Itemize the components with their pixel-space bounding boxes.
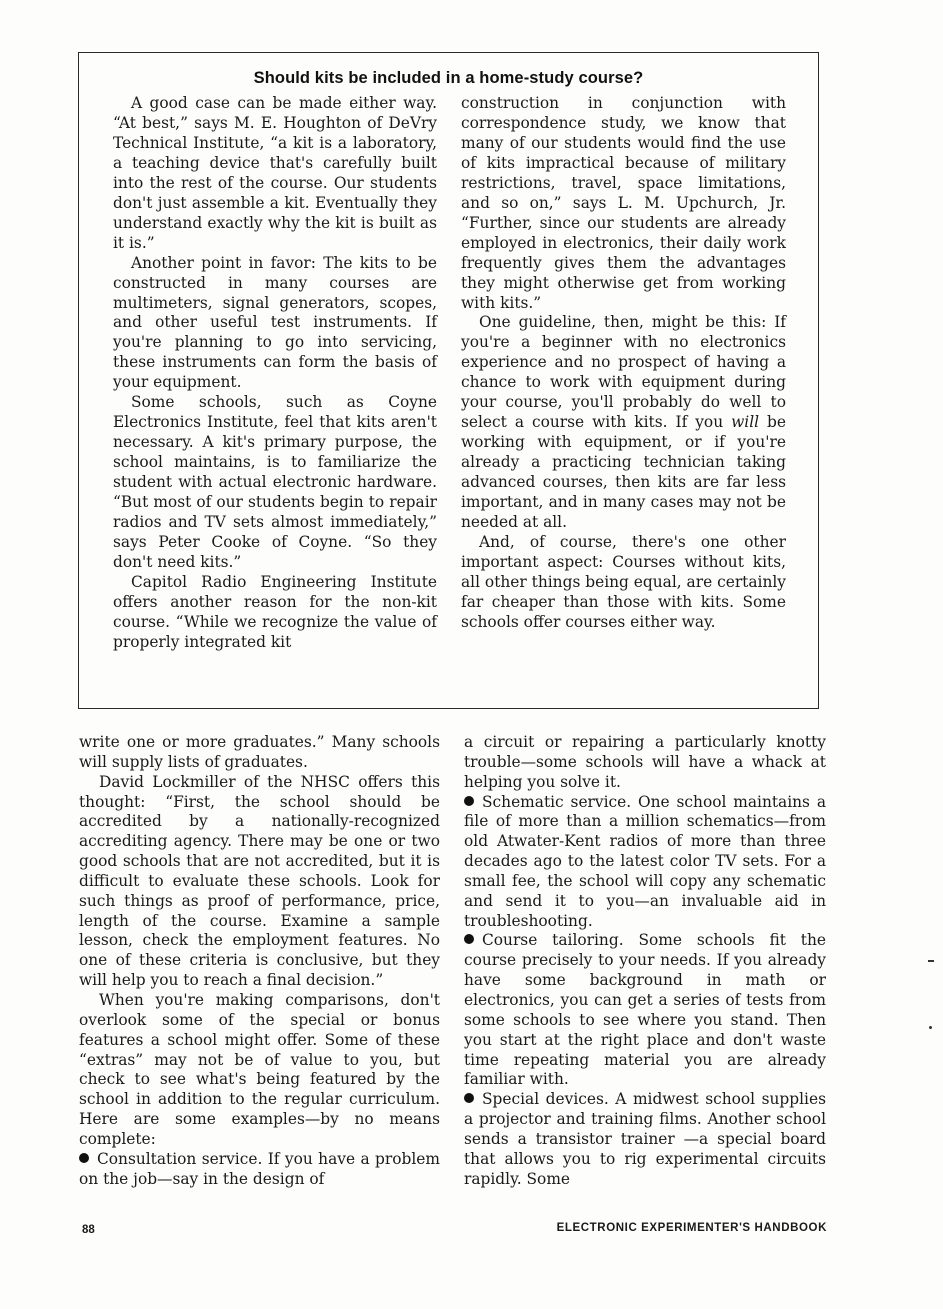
emphasis-text: will — [731, 413, 760, 432]
sidebar-paragraph-continued: construction in conjunction with correspondence study, we know that many of our students would find the use of kits impractical because of military restrictions, travel, space limitations, and so on,” says L. M. Upchurch, Jr. “Further, since our students are already employed in electronics, their daily work frequently gives them the advantages they might otherwise get from working with kits.” — [461, 94, 786, 312]
bullet-icon — [464, 1093, 474, 1103]
bullet-item-schematic — [464, 793, 826, 932]
body-paragraph: When you're making comparisons, don't overlook some of the special or bonus features a school might offer. Some of these “extras” may not be of value to you, but check to see what's being featured by the school in addition to the regular curriculum. Here are some examples—by no means complete: — [79, 990, 440, 1148]
main-left-column — [79, 733, 440, 1189]
bullet-icon — [464, 934, 474, 944]
sidebar-left-column — [113, 94, 437, 653]
bullet-item-special-devices — [464, 1090, 826, 1189]
sidebar-title: Should kits be included in a home-study course? — [253, 69, 644, 87]
bullet-item-course-tailoring — [464, 931, 826, 1090]
bullet-icon — [79, 1153, 89, 1163]
sidebar-paragraph: Another point in favor: The kits to be constructed in many courses are multimeters, signal generators, scopes, and other useful test instruments. If you're planning to go into servicing, these instruments can form the basis of your equipment. — [113, 253, 437, 392]
publication-title: ELECTRONIC EXPERIMENTER'S HANDBOOK — [556, 1222, 827, 1234]
sidebar-paragraph: Some schools, such as Coyne Electronics Institute, feel that kits aren't necessary. A kit's primary purpose, the school maintains, is to familiarize the student with actual electronic hardware. “But most of our students begin to repair radios and TV sets almost immediately,” says Peter Cooke of Coyne. “So they don't need kits.” — [113, 393, 437, 571]
sidebar-box — [78, 52, 819, 709]
print-speck — [929, 1026, 932, 1029]
sidebar-text: be working with equipment, or if you're already a practicing technician taking advanced courses, then kits are far less important, and in many cases may not be needed at all. — [461, 413, 786, 532]
bullet-text: Consultation service. If you have a problem on the job—say in the design of — [79, 1149, 440, 1188]
sidebar-paragraph: A good case can be made either way. “At best,” says M. E. Houghton of DeVry Technical Institute, “a kit is a laboratory, a teaching device that's carefully built into the rest of the course. Our students don't just assemble a kit. Eventually they understand exactly why the kit is built as it is.” — [113, 94, 437, 252]
body-paragraph-continued: write one or more graduates.” Many schools will supply lists of graduates. — [79, 733, 440, 771]
print-speck — [928, 960, 934, 962]
main-right-column — [464, 733, 826, 1189]
sidebar-text: One guideline, then, might be this: If you're a beginner with no electronics experience and no prospect of having a chance to work with equipment during your course, you'll probably do well to select a course with kits. If you — [461, 313, 786, 432]
body-paragraph-continued: a circuit or repairing a particularly knotty trouble—some schools will have a whack at helping you solve it. — [464, 733, 826, 791]
page-number: 88 — [82, 1224, 95, 1236]
bullet-text: Schematic service. One school maintains a file of more than a million schematics—from old Atwater-Kent radios of more than three decades ago to the latest color TV sets. For a small fee, the school will copy any schematic and send it to you—an invaluable aid in troubleshooting. — [464, 792, 826, 930]
sidebar-paragraph: And, of course, there's one other important aspect: Courses without kits, all other things being equal, are certainly far cheaper than those with kits. Some schools offer courses either way. — [461, 532, 786, 631]
bullet-text: Course tailoring. Some schools fit the course precisely to your needs. If you already have some background in math or electronics, you can get a series of tests from some schools to see where you stand. Then you start at the right place and don't waste time repeating material you are already familiar with. — [464, 931, 826, 1089]
body-paragraph: David Lockmiller of the NHSC offers this thought: “First, the school should be accredited by a nationally-recognized accrediting agency. There may be one or two good schools that are not accredited, but it is difficult to evaluate these schools. Look for such things as proof of performance, price, length of the course. Examine a sample lesson, check the employment features. No one of these criteria is conclusive, but they will help you to reach a final decision.” — [79, 772, 440, 990]
bullet-icon — [464, 796, 474, 806]
sidebar-paragraph: Capitol Radio Engineering Institute offers another reason for the non-kit course. “While we recognize the value of properly integrated kit — [113, 572, 437, 651]
bullet-item-consultation — [79, 1150, 440, 1190]
bullet-text: Special devices. A midwest school supplies a projector and training films. Another school sends a transistor trainer —a special board that allows you to rig experimental circuits rapidly. Some — [464, 1090, 826, 1188]
sidebar-right-column — [461, 94, 786, 633]
sidebar-paragraph — [461, 313, 786, 532]
